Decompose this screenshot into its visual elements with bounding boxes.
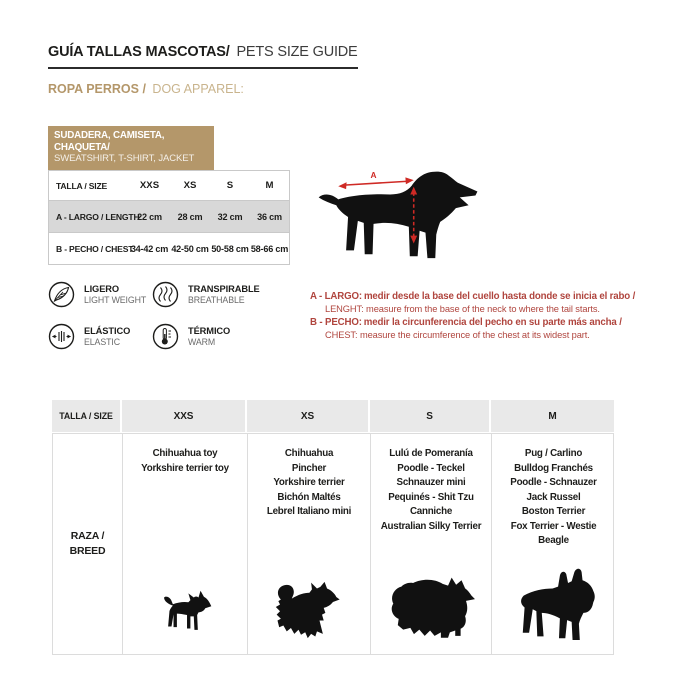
feature-label-spanish: LIGERO bbox=[84, 284, 120, 294]
size-table-header-m: M bbox=[265, 180, 274, 191]
breed-cell-xxs bbox=[123, 434, 248, 654]
breed-item: Bichón Maltés bbox=[277, 491, 341, 503]
breed-item: Beagle bbox=[538, 535, 569, 546]
elastic-icon bbox=[48, 323, 75, 350]
feature-label-english: LIGHT WEIGHT bbox=[84, 294, 147, 305]
breed-row-label-spanish: RAZA / bbox=[70, 530, 105, 542]
breed-item: Canniche bbox=[409, 506, 453, 517]
breed-row-label-cell bbox=[53, 434, 123, 654]
breed-cell-s bbox=[371, 434, 492, 654]
note-chest-spanish: B - PECHO: medir la circunferencia del pecho en su parte más ancha / bbox=[310, 317, 622, 328]
length-s-value: 32 cm bbox=[217, 211, 243, 222]
breed-item: Pequinés - Shit Tzu bbox=[388, 491, 474, 503]
chest-s-value: 50-58 cm bbox=[211, 243, 249, 254]
breed-item: Schnauzer mini bbox=[396, 477, 466, 488]
length-m-value: 36 cm bbox=[257, 211, 282, 222]
breed-list-xs bbox=[248, 447, 370, 520]
chest-xxs-value: 34-42 cm bbox=[130, 243, 169, 254]
badge-line-spanish: SUDADERA, CAMISETA, CHAQUETA/ bbox=[54, 130, 165, 153]
length-row-label: A - LARGO / LENGTH bbox=[56, 211, 140, 222]
long-haired-chihuahua-silhouette bbox=[269, 581, 349, 644]
note-length-english: LENGHT: measure from the base of the neck to where the tail starts. bbox=[325, 304, 600, 314]
breed-table-header-row bbox=[52, 400, 614, 432]
breed-item: Poodle - Teckel bbox=[397, 462, 465, 474]
breed-item: Australian Silky Terrier bbox=[380, 520, 482, 532]
thermometer-icon bbox=[152, 323, 179, 350]
feature-breathable bbox=[152, 281, 260, 308]
breed-header-xxs: XXS bbox=[122, 400, 247, 432]
feature-elastic bbox=[48, 323, 130, 350]
size-measurements-table bbox=[48, 170, 290, 265]
measuring-diagram bbox=[316, 168, 484, 266]
breed-item: Chihuahua bbox=[284, 448, 334, 459]
breed-item: Fox Terrier - Westie bbox=[510, 520, 597, 532]
feature-lightweight bbox=[48, 281, 146, 308]
feature-label-spanish: ELÁSTICO bbox=[84, 326, 131, 336]
breed-list-m bbox=[492, 447, 615, 549]
chihuahua-silhouette bbox=[158, 588, 212, 638]
breed-header-m: M bbox=[491, 400, 614, 432]
breed-item: Yorkshire terrier bbox=[273, 477, 345, 488]
breed-size-table bbox=[52, 400, 614, 655]
feature-warm bbox=[152, 323, 230, 350]
size-table-row-length bbox=[49, 200, 289, 232]
size-table-header-s: S bbox=[226, 180, 234, 191]
breed-item: Pug / Carlino bbox=[524, 448, 583, 459]
chest-m-value: 58-66 cm bbox=[250, 243, 289, 254]
svg-text:A: A bbox=[370, 169, 377, 180]
breed-item: Yorkshire terrier toy bbox=[141, 462, 229, 474]
pomeranian-silhouette bbox=[383, 574, 479, 644]
feature-label-english: BREATHABLE bbox=[188, 294, 245, 305]
breed-item: Pincher bbox=[291, 462, 327, 474]
size-table-header-xs: XS bbox=[183, 180, 197, 191]
note-chest-label: B - PECHO: bbox=[310, 317, 362, 328]
feature-label-english: ELASTIC bbox=[84, 336, 120, 347]
page-title-spanish: GUÍA TALLAS MASCOTAS/ bbox=[48, 44, 230, 60]
note-length-label: A - LARGO: bbox=[310, 291, 362, 302]
breed-list-xxs bbox=[123, 447, 247, 476]
breed-item: Poodle - Schnauzer bbox=[510, 477, 597, 488]
breathable-icon bbox=[152, 281, 179, 308]
breed-row-label-english: BREED bbox=[69, 545, 106, 557]
length-arrow-a bbox=[338, 170, 413, 189]
length-xxs-value: 22 cm bbox=[137, 211, 162, 222]
chest-xs-value: 42-50 cm bbox=[171, 243, 209, 254]
french-bulldog-silhouette bbox=[511, 568, 597, 646]
measure-dog-silhouette bbox=[316, 168, 484, 266]
page-title bbox=[48, 44, 358, 69]
length-xs-value: 28 cm bbox=[177, 211, 203, 222]
chest-row-label: B - PECHO / CHEST bbox=[56, 243, 134, 254]
measuring-instructions bbox=[310, 290, 666, 342]
feature-label-spanish: TÉRMICO bbox=[188, 326, 231, 336]
subtitle-spanish: ROPA PERROS / bbox=[48, 82, 146, 96]
size-table-header-row bbox=[49, 171, 289, 200]
feature-label-spanish: TRANSPIRABLE bbox=[188, 284, 260, 294]
note-chest-english: CHEST: measure the circumference of the chest at its widest part. bbox=[325, 330, 590, 340]
breed-header-xs: XS bbox=[247, 400, 370, 432]
breed-header-s: S bbox=[370, 400, 491, 432]
badge-line-english: SWEATSHIRT, T-SHIRT, JACKET bbox=[54, 153, 195, 164]
breed-cell-xs bbox=[248, 434, 371, 654]
size-table-header-xxs: XXS bbox=[139, 180, 160, 191]
size-table-row-chest bbox=[49, 232, 289, 264]
breed-item: Jack Russel bbox=[526, 491, 581, 503]
garment-type-badge bbox=[48, 126, 214, 170]
breed-item: Lulú de Pomeranía bbox=[389, 448, 473, 459]
page-title-english: PETS SIZE GUIDE bbox=[236, 44, 358, 60]
section-subtitle bbox=[48, 82, 244, 96]
breed-item: Boston Terrier bbox=[521, 506, 586, 517]
breed-item: Lebrel Italiano mini bbox=[266, 506, 352, 517]
note-length-spanish: A - LARGO: medir desde la base del cuello hasta donde se inicia el rabo / bbox=[310, 291, 636, 302]
feather-icon bbox=[48, 281, 75, 308]
breed-item: Bulldog Franchés bbox=[514, 462, 593, 474]
breed-cell-m bbox=[492, 434, 615, 654]
feature-label-english: WARM bbox=[188, 336, 216, 347]
breed-item: Chihuahua toy bbox=[152, 448, 218, 459]
size-table-header-talla: TALLA / SIZE bbox=[56, 180, 108, 191]
breed-table-body bbox=[52, 433, 614, 655]
breed-header-talla: TALLA / SIZE bbox=[52, 400, 122, 432]
breed-list-s bbox=[371, 447, 491, 534]
subtitle-english: DOG APPAREL: bbox=[152, 82, 244, 96]
